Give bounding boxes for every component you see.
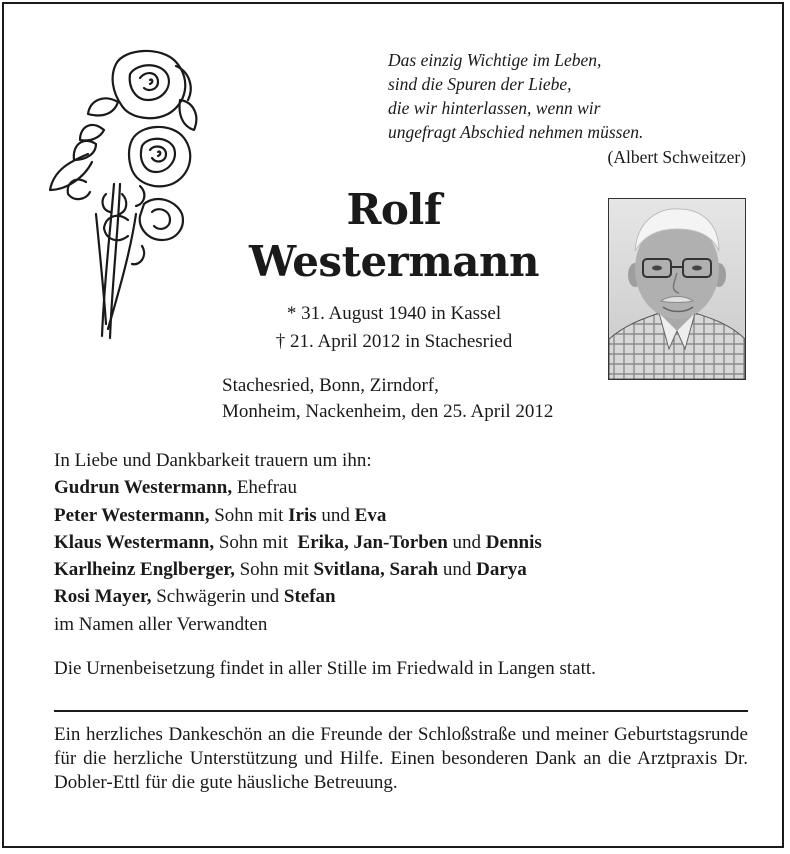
- quote-author: (Albert Schweitzer): [607, 147, 746, 167]
- mourners-intro: In Liebe und Dankbarkeit trauern um ihn:: [54, 450, 372, 471]
- mourner-name: Rosi Mayer,: [54, 586, 152, 608]
- birth-date: * 31. August 1940 in Kassel: [286, 303, 502, 324]
- death-date: † 21. April 2012 in Stachesried: [275, 331, 513, 352]
- family-name: Darya: [476, 559, 527, 581]
- obituary-frame: [2, 2, 784, 848]
- places-line: Stachesried, Bonn, Zirndorf,: [222, 375, 439, 396]
- mourner-relation: Sohn mit: [214, 531, 298, 553]
- last-name: Westermann: [248, 237, 540, 286]
- quote-line: die wir hinterlassen, wenn wir: [388, 98, 601, 118]
- conjunction: und: [316, 504, 355, 526]
- list-item: [54, 583, 754, 610]
- quote-line: Das einzig Wichtige im Leben,: [388, 50, 602, 70]
- mourner-name: Peter Westermann,: [54, 504, 210, 526]
- mourners-outro: im Namen aller Verwandten: [54, 613, 268, 635]
- list-item: [54, 474, 754, 501]
- family-name: Eva: [354, 504, 387, 526]
- mourners-list: [54, 447, 754, 638]
- mourner-name: Gudrun Westermann,: [54, 477, 233, 499]
- family-name: Iris: [288, 504, 317, 526]
- mourner-name: Karlheinz Englberger,: [54, 559, 235, 581]
- quote-line: ungefragt Abschied nehmen müssen.: [388, 122, 644, 142]
- list-item: [54, 556, 754, 583]
- mourner-name: Klaus Westermann,: [54, 531, 215, 553]
- first-name: Rolf: [346, 185, 442, 234]
- divider: [54, 710, 748, 712]
- places-line: Monheim, Nackenheim, den 25. April 2012: [222, 401, 554, 422]
- deceased-name: [204, 184, 584, 288]
- mourner-relation: Ehefrau: [232, 477, 297, 499]
- quote-line: sind die Spuren der Liebe,: [388, 74, 572, 94]
- list-item: [54, 502, 754, 529]
- life-dates: [204, 300, 584, 356]
- family-name: Stefan: [283, 586, 336, 608]
- family-name: Svitlana, Sarah: [313, 559, 439, 581]
- mourner-relation: Schwägerin und: [151, 586, 284, 608]
- mourner-relation: Sohn mit: [209, 504, 289, 526]
- portrait-image: [609, 199, 745, 379]
- list-item: [54, 529, 754, 556]
- family-name: Dennis: [485, 531, 542, 553]
- epitaph-quote: [388, 48, 748, 144]
- conjunction: und: [447, 531, 486, 553]
- places-and-date: [222, 373, 692, 425]
- portrait-photo: [608, 198, 746, 380]
- thanks-note: Ein herzliches Dankeschön an die Freunde der Schloßstraße und meiner Geburtstagsrunde für die herzliche Unterstützung und Hilfe. Einen besonderen Dank an die Arztpraxis Dr. Dobler-Ettl für die gute häusliche Betreuung.: [54, 724, 748, 793]
- family-name: Erika, Jan-Torben: [297, 531, 448, 553]
- burial-notice: Die Urnenbeisetzung findet in aller Stille im Friedwald in Langen statt.: [54, 658, 596, 679]
- conjunction: und: [438, 559, 477, 581]
- rose-illustration-icon: [44, 44, 204, 344]
- mourner-relation: Sohn mit: [234, 559, 314, 581]
